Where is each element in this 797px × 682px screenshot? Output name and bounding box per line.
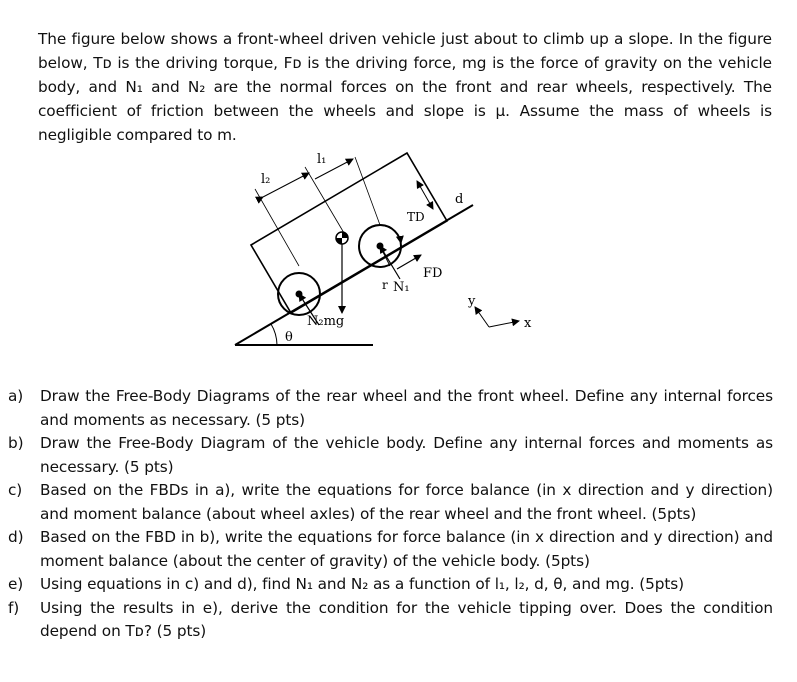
question-a bbox=[8, 385, 773, 432]
l1-extension-right bbox=[355, 157, 380, 225]
label-l1: l₁ bbox=[317, 152, 327, 167]
question-text: Based on the FBDs in a), write the equations for force balance (in x direction and y direction) and moment balance (about wheel axles) of the rear wheel and the front wheel. (5pts) bbox=[40, 481, 773, 523]
question-label: f) bbox=[8, 598, 20, 617]
question-label: d) bbox=[8, 528, 24, 546]
question-label: b) bbox=[8, 434, 24, 452]
label-n1: N₁ bbox=[393, 280, 410, 295]
label-n2mg: N₂mg bbox=[307, 314, 345, 329]
torque-arc bbox=[365, 225, 401, 243]
x-axis-arrow bbox=[489, 321, 519, 327]
question-d bbox=[8, 526, 773, 573]
question-text: Based on the FBD in b), write the equations for force balance (in x direction and y direction) and moment balance (about the center of gravity) of the vehicle body. (5pts) bbox=[40, 528, 773, 570]
l2-extension-left bbox=[255, 189, 299, 266]
question-c bbox=[8, 479, 773, 526]
question-label: c) bbox=[8, 481, 23, 499]
label-y: y bbox=[468, 294, 476, 309]
angle-arc bbox=[271, 324, 277, 345]
label-theta: θ bbox=[285, 330, 293, 345]
question-text: Using the results in e), derive the condition for the vehicle tipping over. Does the condition depend on Tᴅ? (5 pts) bbox=[40, 598, 773, 640]
label-d: d bbox=[455, 192, 464, 207]
l2-extension-right bbox=[305, 167, 344, 233]
question-text: Draw the Free-Body Diagrams of the rear wheel and the front wheel. Define any internal forces and moments as necessary. (5 pts) bbox=[40, 387, 773, 429]
d-arrow-bottom bbox=[425, 195, 433, 209]
question-e bbox=[8, 573, 773, 597]
question-f bbox=[8, 597, 773, 644]
question-b bbox=[8, 432, 773, 479]
question-label: e) bbox=[8, 575, 24, 593]
label-td: TD bbox=[407, 210, 425, 224]
problem-statement: The figure below shows a front-wheel driven vehicle just about to climb up a slope. In the figure below, Tᴅ is the driving torque, Fᴅ is the driving force, mg is the force of gravity on the vehicle body, and N₁ and N₂ are the normal forces on the front and rear wheels, respectively. The coefficient of friction between the wheels and slope is μ. Assume the mass of wheels is negligible compared to m. bbox=[38, 30, 772, 145]
question-text: Draw the Free-Body Diagram of the vehicle body. Define any internal forces and moments as necessary. (5 pts) bbox=[40, 434, 773, 476]
vehicle-on-slope-diagram bbox=[225, 145, 565, 355]
fd-arrow bbox=[397, 255, 421, 269]
label-l2: l₂ bbox=[261, 172, 271, 187]
diagram-svg bbox=[225, 145, 565, 355]
label-r: r bbox=[382, 278, 388, 292]
question-text: Using equations in c) and d), find N₁ and N₂ as a function of l₁, l₂, d, θ, and mg. (5pts) bbox=[40, 575, 684, 593]
label-fd: FD bbox=[423, 266, 443, 281]
y-axis-arrow bbox=[475, 307, 489, 327]
question-list bbox=[8, 385, 773, 644]
question-label: a) bbox=[8, 387, 24, 405]
label-x: x bbox=[524, 316, 532, 331]
